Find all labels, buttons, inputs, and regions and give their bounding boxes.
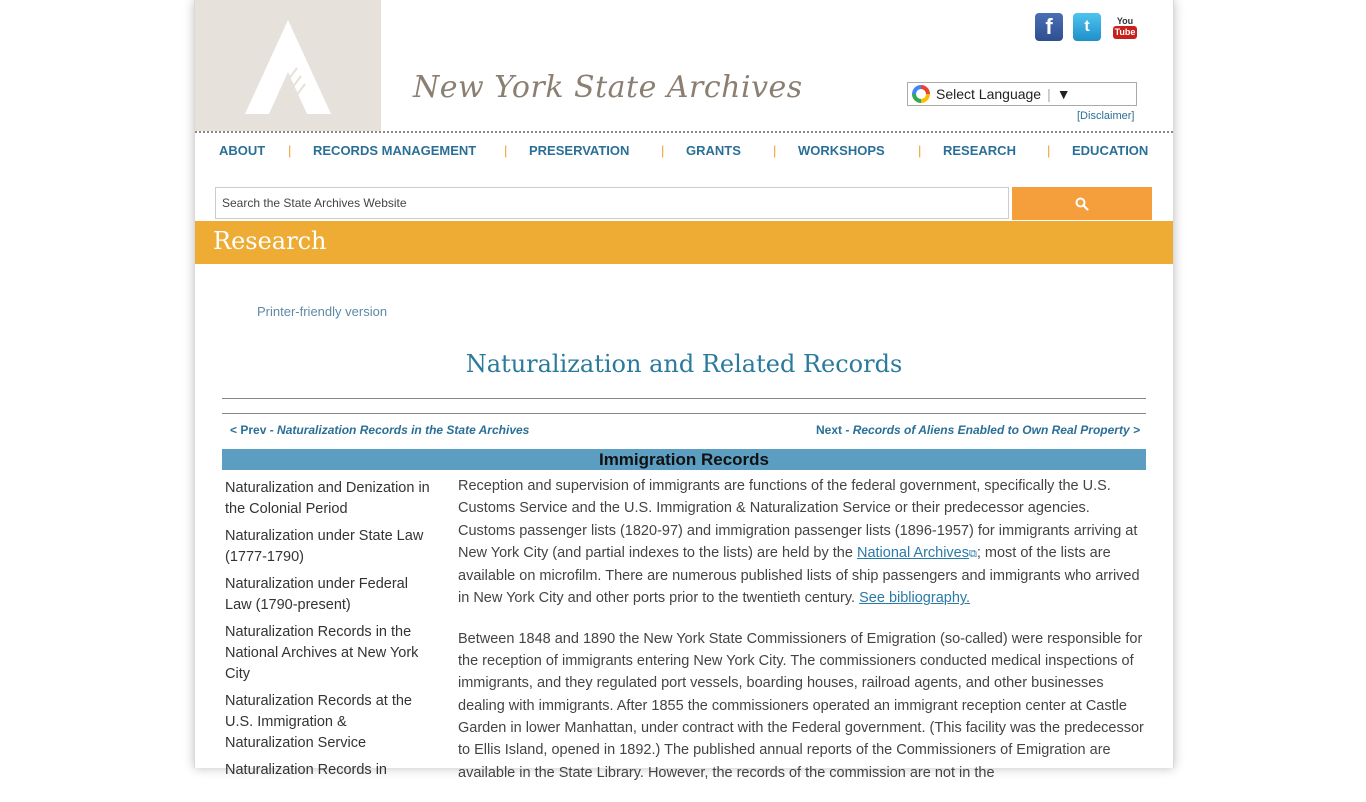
- title-divider-bottom: [222, 413, 1146, 414]
- youtube-icon-bottom: Tube: [1114, 26, 1136, 37]
- section-heading: Immigration Records: [222, 449, 1146, 470]
- main-nav: [195, 143, 1173, 163]
- language-select-label: Select Language: [936, 86, 1042, 102]
- sidenav-item[interactable]: Naturalization Records at the U.S. Immigration & Naturalization Service: [225, 693, 412, 751]
- page-container: [194, 0, 1174, 781]
- nav-separator: |: [661, 143, 665, 158]
- article-body: [458, 475, 1146, 802]
- section-banner: [195, 221, 1173, 264]
- paragraph: [458, 475, 1146, 610]
- next-page-link[interactable]: [816, 423, 1140, 437]
- side-navigation: [225, 478, 437, 787]
- nav-separator: |: [918, 143, 922, 158]
- disclaimer-link[interactable]: [Disclaimer]: [1077, 110, 1135, 122]
- youtube-icon[interactable]: [1111, 13, 1139, 41]
- nav-separator: |: [288, 143, 292, 158]
- external-link-icon: ⧉: [969, 547, 977, 560]
- paragraph: Between 1848 and 1890 the New York State Commissioners of Emigration (so-called) were responsible for the reception of immigrants entering New York City. The commissioners conducted medical inspections of immigrants, and they regulated port vessels, boarding houses, railroad agents, and other businesses dealing with immigrants. After 1855 the commissioners operated an immigrant reception center at Castle Garden in lower Manhattan, under contract with the Federal government. (This facility was the predecessor to Ellis Island, opened in 1892.) The published annual reports of the Commissioners of Emigration are available in the State Library. However, the records of the commission are not in the: [458, 630, 1144, 781]
- paragraph-text: ; most of the lists are available on microfilm. There are numerous published lists of ship passengers and immigrants who arrived in New York City and other ports prior to the twentieth century.: [458, 544, 1140, 607]
- nav-separator: |: [1047, 143, 1051, 158]
- nav-item-about[interactable]: ABOUT: [219, 143, 266, 158]
- nav-item-workshops[interactable]: WORKSHOPS: [798, 143, 885, 158]
- title-divider-top: [222, 398, 1146, 399]
- language-select-separator: |: [1047, 86, 1051, 102]
- youtube-icon-top: You: [1116, 15, 1134, 26]
- site-title[interactable]: New York State Archives: [413, 70, 803, 105]
- next-label: Next -: [816, 423, 850, 437]
- search-button[interactable]: [1012, 187, 1152, 220]
- page-title: Naturalization and Related Records: [465, 350, 903, 378]
- search-input[interactable]: Search the State Archives Website: [215, 187, 1009, 219]
- sidenav-item[interactable]: Naturalization under Federal Law (1790-present): [225, 576, 408, 613]
- search-icon: [1075, 197, 1089, 211]
- national-archives-link[interactable]: National Archives: [856, 544, 969, 561]
- nav-item-grants[interactable]: GRANTS: [686, 143, 741, 158]
- printer-friendly-link[interactable]: Printer-friendly version: [257, 304, 388, 319]
- language-select[interactable]: [907, 82, 1137, 106]
- nav-item-preservation[interactable]: PRESERVATION: [529, 143, 630, 158]
- bibliography-link[interactable]: See bibliography.: [859, 590, 971, 607]
- sidenav-item[interactable]: Naturalization Records in the National Archives at New York City: [225, 624, 419, 682]
- archives-logo-icon: [245, 20, 331, 114]
- next-title: Records of Aliens Enabled to Own Real Property >: [852, 423, 1140, 437]
- nav-item-research[interactable]: RESEARCH: [943, 143, 1016, 158]
- sidenav-item[interactable]: Naturalization under State Law (1777-1790): [225, 528, 424, 565]
- banner-title: Research: [213, 227, 327, 255]
- nav-item-records-management[interactable]: RECORDS MANAGEMENT: [313, 143, 477, 158]
- archives-logo[interactable]: [195, 0, 381, 131]
- facebook-icon[interactable]: f: [1035, 13, 1063, 41]
- twitter-icon[interactable]: t: [1073, 13, 1101, 41]
- nav-item-education[interactable]: EDUCATION: [1072, 143, 1149, 158]
- prev-title: Naturalization Records in the State Archives: [277, 423, 530, 437]
- nav-separator: |: [504, 143, 508, 158]
- chevron-down-icon: ▼: [1056, 86, 1071, 102]
- prev-label: < Prev -: [230, 423, 274, 437]
- prev-page-link[interactable]: [230, 423, 529, 437]
- sidenav-item[interactable]: Naturalization Records in: [225, 762, 387, 778]
- sidenav-item[interactable]: Naturalization and Denization in the Colonial Period: [225, 480, 430, 517]
- nav-separator: |: [773, 143, 777, 158]
- header-divider: [195, 131, 1173, 133]
- google-icon: [912, 85, 930, 103]
- paragraph-text: Reception and supervision of immigrants are functions of the federal government, specifically the U.S. Customs Service and the U.S. Immigration & Naturalization Service or their predecessor agencies. Customs passenger lists (1820-97) and immigration passenger lists (1896-1957) for immigrants arriving at New York City (and partial indexes to the lists) are held by the: [458, 478, 1138, 561]
